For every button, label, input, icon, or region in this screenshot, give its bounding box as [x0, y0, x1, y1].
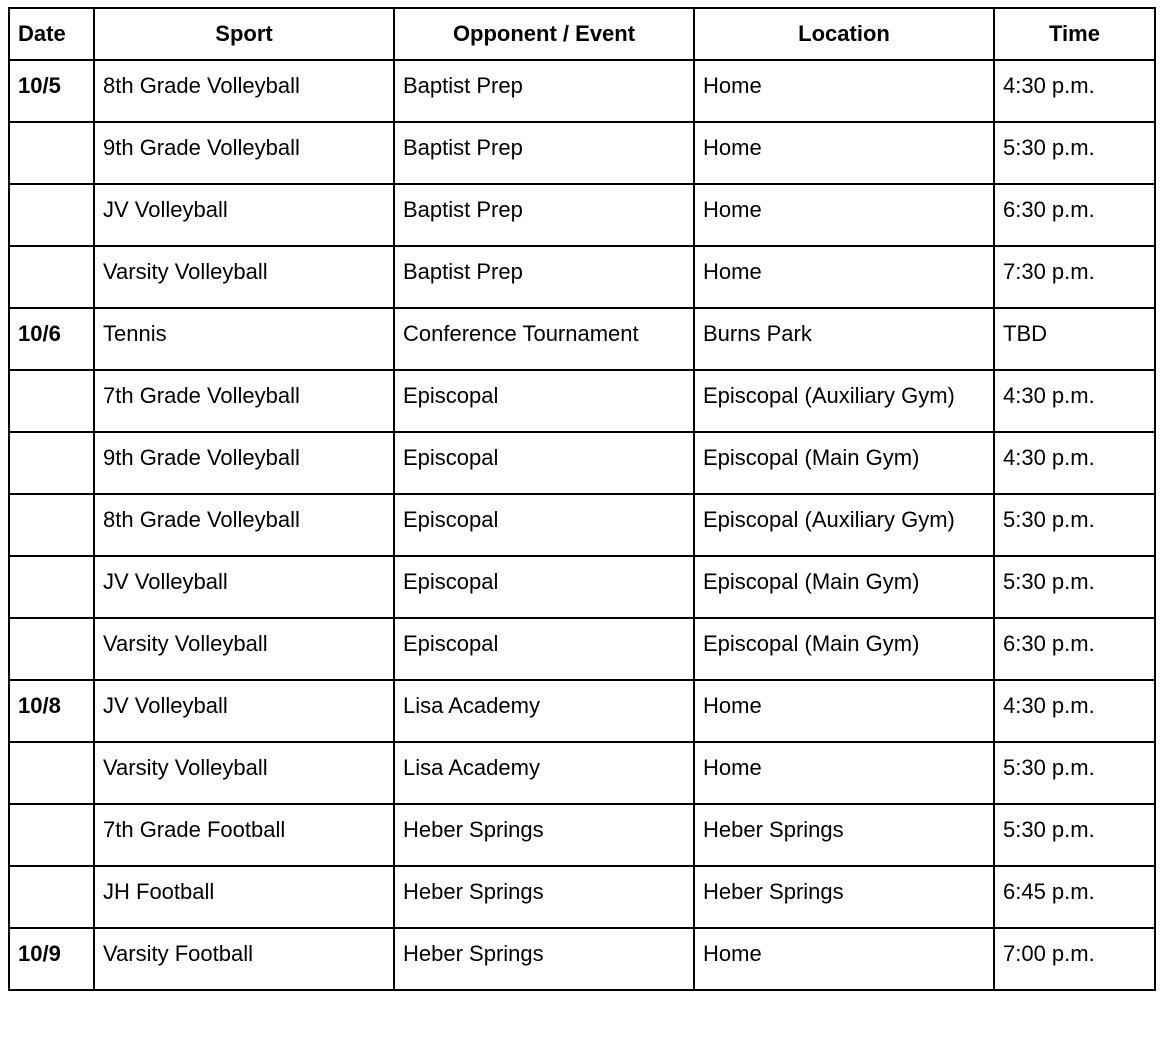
- cell-date: [9, 122, 94, 184]
- cell-location: Home: [694, 122, 994, 184]
- cell-location: Home: [694, 928, 994, 990]
- cell-opponent: Baptist Prep: [394, 246, 694, 308]
- cell-date: [9, 494, 94, 556]
- cell-opponent: Episcopal: [394, 618, 694, 680]
- cell-sport: Varsity Volleyball: [94, 246, 394, 308]
- cell-sport: 9th Grade Volleyball: [94, 432, 394, 494]
- header-date: Date: [9, 8, 94, 60]
- cell-sport: 8th Grade Volleyball: [94, 60, 394, 122]
- cell-date: [9, 184, 94, 246]
- table-row: [9, 928, 1155, 990]
- cell-sport: 7th Grade Volleyball: [94, 370, 394, 432]
- cell-time: 5:30 p.m.: [994, 804, 1155, 866]
- cell-sport: JV Volleyball: [94, 680, 394, 742]
- cell-date: [9, 432, 94, 494]
- cell-location: Home: [694, 246, 994, 308]
- cell-time: 5:30 p.m.: [994, 494, 1155, 556]
- cell-sport: 9th Grade Volleyball: [94, 122, 394, 184]
- cell-sport: Varsity Volleyball: [94, 742, 394, 804]
- header-row: [9, 8, 1155, 60]
- cell-sport: JV Volleyball: [94, 556, 394, 618]
- table-row: [9, 122, 1155, 184]
- header-sport: Sport: [94, 8, 394, 60]
- table-row: [9, 308, 1155, 370]
- cell-sport: Varsity Football: [94, 928, 394, 990]
- cell-opponent: Heber Springs: [394, 866, 694, 928]
- header-opponent: Opponent / Event: [394, 8, 694, 60]
- cell-location: Episcopal (Main Gym): [694, 618, 994, 680]
- cell-opponent: Conference Tournament: [394, 308, 694, 370]
- cell-sport: 7th Grade Football: [94, 804, 394, 866]
- cell-location: Burns Park: [694, 308, 994, 370]
- cell-opponent: Lisa Academy: [394, 742, 694, 804]
- cell-opponent: Baptist Prep: [394, 184, 694, 246]
- table-header: [9, 8, 1155, 60]
- cell-location: Home: [694, 680, 994, 742]
- cell-opponent: Episcopal: [394, 556, 694, 618]
- cell-time: 5:30 p.m.: [994, 122, 1155, 184]
- cell-date: [9, 370, 94, 432]
- cell-location: Home: [694, 184, 994, 246]
- cell-location: Episcopal (Main Gym): [694, 556, 994, 618]
- schedule-table: [8, 7, 1156, 991]
- cell-sport: 8th Grade Volleyball: [94, 494, 394, 556]
- table-row: [9, 618, 1155, 680]
- cell-opponent: Heber Springs: [394, 928, 694, 990]
- cell-date: [9, 742, 94, 804]
- cell-date: 10/9: [9, 928, 94, 990]
- cell-sport: JH Football: [94, 866, 394, 928]
- cell-date: 10/6: [9, 308, 94, 370]
- cell-time: 4:30 p.m.: [994, 432, 1155, 494]
- table-row: [9, 742, 1155, 804]
- cell-time: 6:45 p.m.: [994, 866, 1155, 928]
- cell-opponent: Episcopal: [394, 370, 694, 432]
- cell-sport: Tennis: [94, 308, 394, 370]
- table-row: [9, 184, 1155, 246]
- cell-opponent: Lisa Academy: [394, 680, 694, 742]
- header-time: Time: [994, 8, 1155, 60]
- cell-date: [9, 804, 94, 866]
- cell-location: Heber Springs: [694, 804, 994, 866]
- schedule-container: [8, 7, 1156, 991]
- cell-location: Episcopal (Auxiliary Gym): [694, 494, 994, 556]
- table-row: [9, 494, 1155, 556]
- cell-time: 4:30 p.m.: [994, 680, 1155, 742]
- table-row: [9, 246, 1155, 308]
- table-row: [9, 432, 1155, 494]
- cell-opponent: Baptist Prep: [394, 122, 694, 184]
- cell-location: Episcopal (Main Gym): [694, 432, 994, 494]
- cell-sport: JV Volleyball: [94, 184, 394, 246]
- cell-date: [9, 246, 94, 308]
- cell-date: 10/5: [9, 60, 94, 122]
- cell-sport: Varsity Volleyball: [94, 618, 394, 680]
- cell-time: 6:30 p.m.: [994, 184, 1155, 246]
- cell-time: 7:00 p.m.: [994, 928, 1155, 990]
- header-location: Location: [694, 8, 994, 60]
- table-row: [9, 804, 1155, 866]
- cell-opponent: Episcopal: [394, 432, 694, 494]
- cell-location: Home: [694, 742, 994, 804]
- cell-time: 5:30 p.m.: [994, 742, 1155, 804]
- cell-date: [9, 618, 94, 680]
- table-row: [9, 60, 1155, 122]
- cell-date: [9, 866, 94, 928]
- cell-opponent: Baptist Prep: [394, 60, 694, 122]
- cell-opponent: Episcopal: [394, 494, 694, 556]
- cell-date: [9, 556, 94, 618]
- table-row: [9, 370, 1155, 432]
- cell-date: 10/8: [9, 680, 94, 742]
- cell-time: TBD: [994, 308, 1155, 370]
- cell-opponent: Heber Springs: [394, 804, 694, 866]
- cell-time: 4:30 p.m.: [994, 370, 1155, 432]
- cell-location: Episcopal (Auxiliary Gym): [694, 370, 994, 432]
- cell-time: 4:30 p.m.: [994, 60, 1155, 122]
- cell-time: 7:30 p.m.: [994, 246, 1155, 308]
- table-body: [9, 60, 1155, 990]
- cell-time: 5:30 p.m.: [994, 556, 1155, 618]
- table-row: [9, 866, 1155, 928]
- cell-time: 6:30 p.m.: [994, 618, 1155, 680]
- cell-location: Heber Springs: [694, 866, 994, 928]
- cell-location: Home: [694, 60, 994, 122]
- table-row: [9, 556, 1155, 618]
- table-row: [9, 680, 1155, 742]
